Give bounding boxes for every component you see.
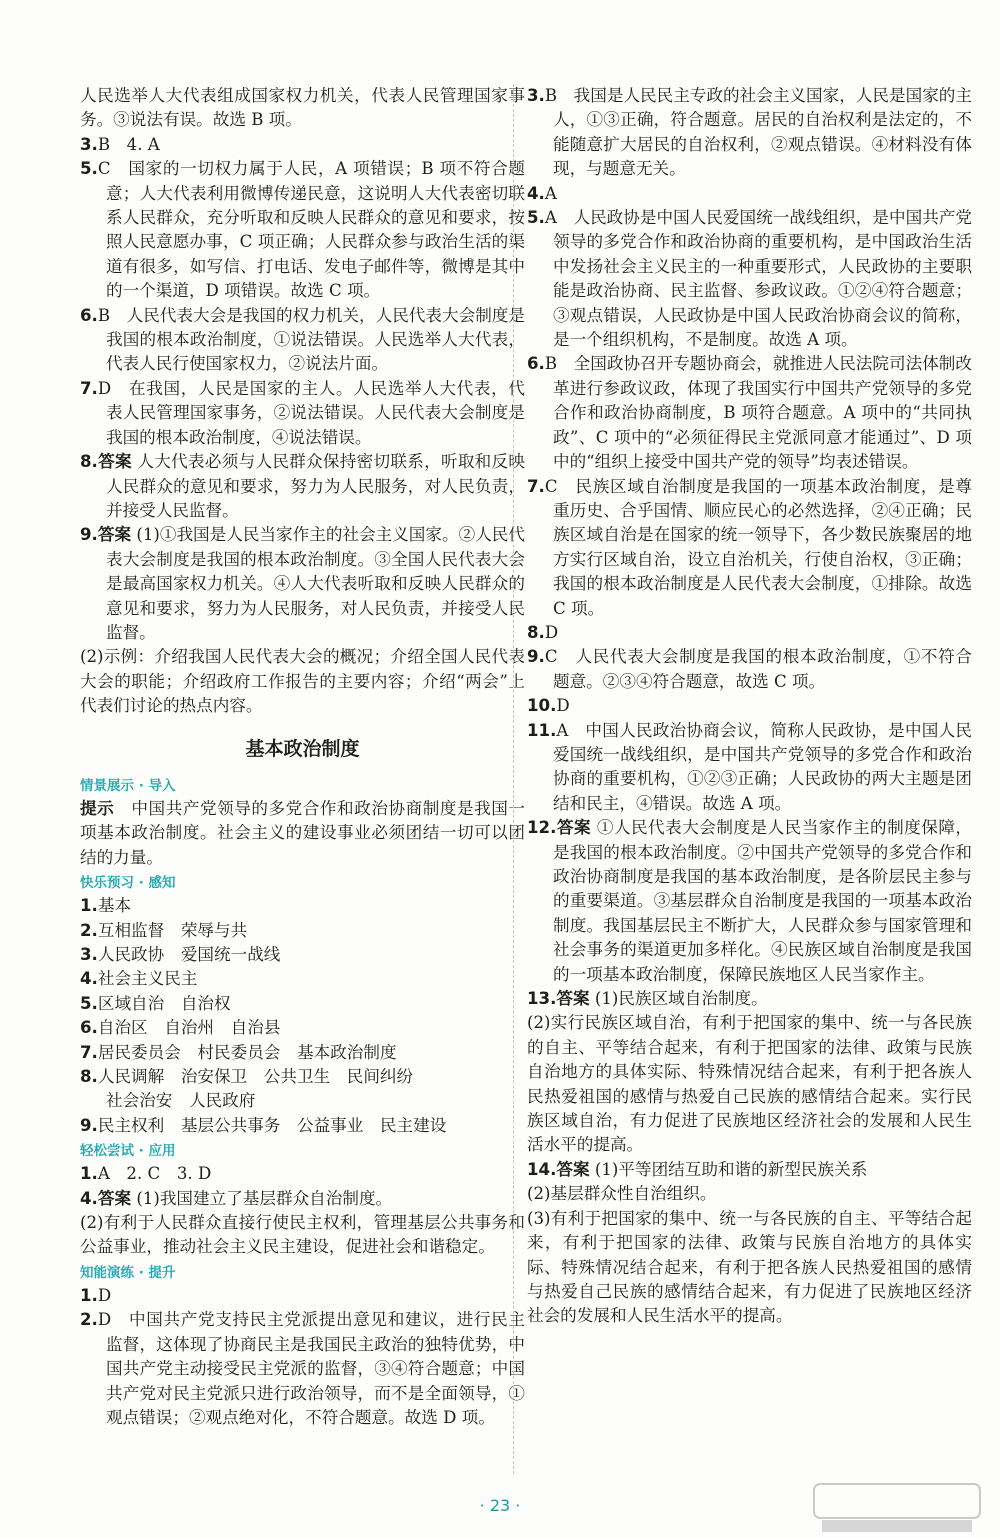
answer-text: (1)我国建立了基层群众自治制度。 — [136, 1188, 393, 1208]
answer-text: 自治区 自治州 自治县 — [97, 1018, 281, 1038]
answer-text: B 全国政协召开专题协商会，就推进人民法院司法体制改革进行参政议政，体现了我国实行中国共产党领导的多党合作和政治协商制度，B 项符合题意。A 项中的“共同执政”、C 项中的“必须征得民主党派同意才能通过”、D 项中的“组织上接受中国共产党的领导”均表述错误。 — [544, 354, 972, 472]
answer-item — [527, 645, 972, 694]
answer-text: (2)基层群众性自治组织。 — [527, 1184, 717, 1204]
answer-item — [527, 1182, 972, 1206]
answer-number: 2. — [80, 1310, 98, 1330]
answer-item — [80, 894, 525, 918]
answer-number: 14. — [527, 1159, 557, 1179]
answer-item — [80, 1211, 525, 1260]
answer-text: B 我国是人民民主专政的社会主义国家，人民是国家的主人，①③正确，符合题意。居民的自治权利是法定的，不能随意扩大居民的自治权利，②观点错误。④材料没有体现，与题意无关。 — [544, 86, 972, 179]
answer-text: 居民委员会 村民委员会 基本政治制度 — [97, 1042, 397, 1062]
left-answers — [80, 84, 525, 719]
subhead-practice: 知能演练 · 提升 — [80, 1264, 176, 1281]
answer-item — [80, 304, 525, 377]
right-column — [527, 84, 978, 1329]
answer-item — [527, 987, 972, 1011]
answer-number: 5. — [80, 159, 98, 179]
answer-text: 社会主义民主 — [97, 969, 198, 989]
answer-number: 5. — [527, 208, 545, 228]
answer-item — [80, 523, 525, 645]
answer-number: 8. — [80, 452, 98, 472]
practice-answers — [80, 1284, 525, 1430]
answer-text: 人民政协 爱国统一战线 — [97, 945, 281, 964]
answer-number: 1. — [80, 896, 98, 916]
answer-number: 13. — [527, 989, 557, 1009]
answer-number: 4. — [80, 1188, 98, 1208]
answer-number: 7. — [527, 476, 545, 496]
answer-number: 1. — [80, 1164, 98, 1184]
answer-item — [527, 475, 978, 621]
answer-number: 6. — [80, 1018, 98, 1038]
answer-number: 9. — [80, 525, 98, 545]
hint-label: 提示 — [80, 798, 115, 818]
answer-item — [527, 1207, 972, 1329]
answer-text: (2)实行民族区域自治，有利于把国家的集中、统一与各民族的自主、平等结合起来，有利于把国家的法律、政策与民族自治地方的具体实际、特殊情况结合起来，有利于把各族人民热爱祖国的感情与热爱自己民族的感情结合起来。实行民族区域自治，有力促进了民族地区经济社会的发展和人民生活水平的提高。 — [527, 1013, 972, 1155]
answer-text: 民主权利 基层公共事务 公益事业 民主建设 — [97, 1115, 447, 1135]
answer-item — [80, 133, 525, 157]
answer-label: 答案 — [556, 989, 590, 1009]
answer-text: 人民调解 治安保卫 公共卫生 民间纠纷 社会治安 人民政府 — [97, 1067, 414, 1111]
answer-item — [80, 943, 525, 967]
answer-number: 10. — [527, 696, 557, 716]
answer-number: 7. — [80, 378, 98, 398]
answer-item — [80, 450, 525, 523]
answer-text: C 国家的一切权力属于人民，A 项错误；B 项不符合题意；人大代表利用微博传递民意，这说明人大代表密切联系人民群众，充分听取和反映人民群众的意见和要求，按照人民意愿办事，C 项正确；人民群众参与政治生活的渠道有很多，如写信、打电话、发电子邮件等，微博是其中的一个渠道，D 项错误。故选 C 项。 — [97, 159, 525, 301]
answer-item — [80, 157, 525, 303]
watermark-logo — [812, 1482, 982, 1534]
answer-text: D 中国共产党支持民主党派提出意见和建议，进行民主监督，这体现了协商民主是我国民主政治的独特优势，中国共产党主动接受民主党派的监督，③④符合题意；中国共产党对民主党派只进行政治领导，而不是全面领导，①观点错误；②观点绝对化，不符合题意。故选 D 项。 — [97, 1310, 525, 1427]
answer-number: 6. — [80, 305, 98, 325]
answer-text: D — [97, 1285, 112, 1305]
answer-item — [80, 1162, 525, 1186]
answer-item — [80, 967, 525, 991]
answer-number: 11. — [527, 720, 557, 740]
answer-item — [527, 182, 972, 206]
answer-item — [80, 1114, 525, 1138]
answer-text: C 民族区域自治制度是我国的一项基本政治制度，是尊重历史、合乎国情、顺应民心的必然选择，②④正确；民族区域自治是在国家的统一领导下，各少数民族聚居的地方实行区域自治，设立自治机关，行使自治权，③正确；我国的根本政治制度是人民代表大会制度，①排除。故选 C 项。 — [544, 476, 978, 618]
answer-number: 8. — [80, 1067, 98, 1087]
answer-text: (2)有利于人民群众直接行使民主权利，管理基层公共事务和公益事业，推动社会主义民主建设，促进社会和谐稳定。 — [80, 1213, 525, 1257]
answer-number: 6. — [527, 354, 545, 374]
answer-label: 答案 — [97, 525, 132, 545]
answer-text: (1)①我国是人民当家作主的社会主义国家。②人民代表大会制度是我国的根本政治制度。③全国人民代表大会是最高国家权力机关。④人大代表听取和反映人民群众的意见和要求，努力为人民服务，对人民负责，并接受人民监督。 — [106, 525, 525, 642]
answer-text: A 中国人民政治协商会议，简称人民政协，是中国人民爱国统一战线组织，是中国共产党领导的多党合作和政治协商的重要机构，①②③正确；人民政协的两大主题是团结和民主，④错误。故选 A 项。 — [553, 720, 972, 813]
answer-label: 答案 — [556, 1159, 590, 1179]
answer-number: 3. — [527, 86, 545, 105]
intro-hint — [80, 797, 525, 870]
left-column — [80, 84, 525, 1430]
answer-item — [80, 1284, 525, 1308]
answer-number: 4. — [527, 183, 545, 203]
answer-item — [80, 1065, 525, 1114]
answer-item — [80, 645, 525, 718]
answer-item — [80, 992, 525, 1016]
subhead-preview: 快乐预习 · 感知 — [80, 875, 176, 892]
answer-item — [527, 816, 972, 987]
answer-text: D 在我国，人民是国家的主人。人民选举人大代表，代表人民管理国家事务，②说法错误。人民代表大会制度是我国的根本政治制度，④说法错误。 — [97, 378, 525, 447]
answer-item — [80, 1041, 525, 1065]
answer-text: B 人民代表大会是我国的权力机关，人民代表大会制度是我国的根本政治制度，①说法错误。人民选举人大代表，代表人民行使国家权力，②说法片面。 — [97, 305, 525, 374]
answer-item — [527, 719, 972, 817]
answer-number: 1. — [80, 1285, 98, 1305]
answer-text: 区域自治 自治权 — [97, 993, 231, 1013]
answer-label: 答案 — [556, 818, 592, 838]
answer-number: 9. — [80, 1115, 98, 1135]
try-answers — [80, 1162, 525, 1260]
answer-text: 基本 — [97, 896, 132, 916]
column-divider — [513, 84, 514, 1474]
subhead-intro: 情景展示 · 导入 — [80, 777, 176, 794]
answer-text: C 人民代表大会制度是我国的根本政治制度，①不符合题意。②③④符合题意，故选 C 项。 — [544, 647, 972, 691]
answer-label: 答案 — [97, 1188, 132, 1208]
answer-text: 互相监督 荣辱与共 — [97, 920, 248, 940]
answer-number: 3. — [80, 945, 98, 964]
answer-item — [80, 919, 525, 943]
answer-number: 3. — [80, 134, 98, 154]
answer-item — [80, 1308, 525, 1430]
answer-number: 5. — [80, 993, 98, 1013]
answer-number: 2. — [80, 920, 98, 940]
answer-item — [80, 1187, 525, 1211]
answer-text: (2)示例：介绍我国人民代表大会的概况；介绍全国人民代表大会的职能；介绍政府工作报告的主要内容；介绍“两会”上代表们讨论的热点内容。 — [80, 647, 525, 716]
answer-text: 人民选举人大代表组成国家权力机关，代表人民管理国家事务。③说法有误。故选 B 项。 — [80, 86, 525, 130]
hint-text: 中国共产党领导的多党合作和政治协商制度是我国一项基本政治制度。社会主义的建设事业必须团结一切可以团结的力量。 — [80, 798, 526, 867]
answer-text: A 人民政协是中国人民爱国统一战线组织，是中国共产党领导的多党合作和政治协商的重要机构，是中国政治生活中发扬社会主义民主的一种重要形式，人民政协的主要职能是政治协商、民主监督、参政议政。①②④符合题意；③观点错误，人民政协是中国人民政治协商会议的简称，是一个组织机构，不是制度。故选 A 项。 — [544, 208, 972, 350]
answer-text: (1)平等团结互助和谐的新型民族关系 — [594, 1159, 868, 1179]
answer-text: 人大代表必须与人民群众保持密切联系，听取和反映人民群众的意见和要求，努力为人民服务，对人民负责，并接受人民监督。 — [106, 452, 525, 520]
answer-text: D — [544, 622, 559, 642]
answer-number: 8. — [527, 622, 545, 642]
answer-text: D — [556, 696, 570, 716]
subhead-try: 轻松尝试 · 应用 — [80, 1143, 176, 1160]
section-title: 基本政治制度 — [245, 737, 360, 760]
answer-text: B 4. A — [97, 134, 160, 154]
answer-text: (1)民族区域自治制度。 — [594, 989, 768, 1009]
answer-item — [80, 377, 525, 450]
answer-item — [80, 84, 525, 133]
page-number: · 23 · — [479, 1496, 521, 1515]
answer-text: ①人民代表大会制度是人民当家作主的制度保障，是我国的根本政治制度。②中国共产党领导的多党合作和政治协商制度是我国的基本政治制度，是各阶层民主参与的重要渠道。③基层群众自治制度是我国的一项基本政治制度。我国基层民主不断扩大，人民群众参与国家管理和社会事务的渠道更加多样化。④民族区域自治制度是我国的一项基本政治制度，保障民族地区人民当家作主。 — [553, 818, 973, 984]
answer-number: 4. — [80, 969, 98, 989]
answer-text: A 2. C 3. D — [97, 1164, 212, 1184]
answer-number: 7. — [80, 1042, 98, 1062]
preview-answers — [80, 894, 525, 1138]
answer-number: 9. — [527, 647, 545, 667]
answer-item — [80, 1016, 525, 1040]
answer-item — [527, 206, 972, 352]
answer-text: A — [544, 183, 557, 203]
answer-item — [527, 694, 972, 718]
answer-item — [527, 1158, 972, 1182]
answer-item — [527, 84, 972, 182]
answer-text: (3)有利于把国家的集中、统一与各民族的自主、平等结合起来，有利于把国家的法律、政策与民族自治地方的具体实际、特殊情况结合起来，有利于把各族人民热爱祖国的感情与热爱自己民族的感情结合起来，有力促进了民族地区经济社会的发展和人民生活水平的提高。 — [527, 1208, 972, 1326]
answer-item — [527, 352, 972, 474]
answer-number: 12. — [527, 818, 557, 838]
answer-label: 答案 — [97, 452, 132, 472]
answer-item — [527, 621, 972, 645]
answer-item — [527, 1011, 972, 1157]
right-answers — [527, 84, 978, 1329]
